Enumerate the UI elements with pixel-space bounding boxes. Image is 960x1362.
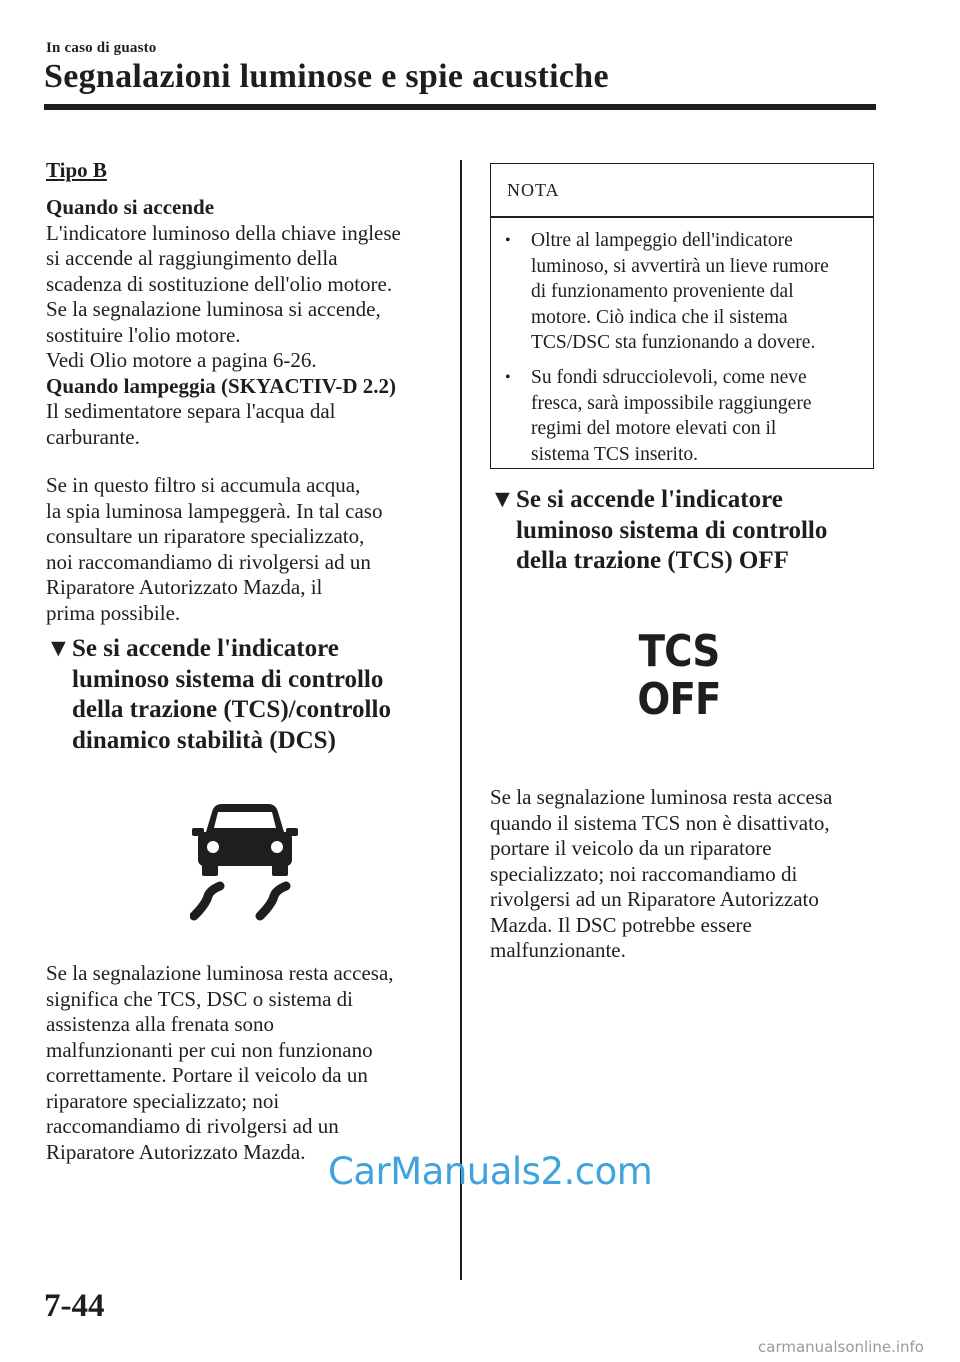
note-separator [491,216,873,218]
heading-tcs-dsc [46,634,446,756]
paragraph-tcs-off [490,785,880,964]
text-line: Se la segnalazione luminosa resta accesa [490,785,833,809]
text-line: Riparatore Autorizzato Mazda, il [46,575,323,599]
title-rule [44,104,876,110]
watermark: CarManuals2.com [328,1150,653,1193]
heading-line: della trazione (TCS)/controllo [72,696,391,723]
text-line: correttamente. Portare il veicolo da un [46,1063,368,1087]
text-line: TCS/DSC sta funzionando a dovere. [531,332,816,353]
text-line: luminoso, si avvertirà un lieve rumore [531,255,829,277]
text-line: quando il sistema TCS non è disattivato, [490,810,830,835]
bullet-icon: • [505,232,511,249]
text-line: consultare un riparatore specializzato, [46,524,365,548]
triangle-marker: ▼ [490,486,515,513]
skidding-car-icon [190,798,300,923]
section-label: In caso di guasto [46,40,157,56]
text-line: riparatore specializzato; noi [46,1088,280,1113]
tcs-icon-line2: OFF [637,674,721,725]
paragraph-tcs-malfunction [46,961,446,1165]
subtitle-tipo-b: Tipo B [46,158,107,182]
text-line: Il sedimentatore separa l'acqua dal [46,399,336,423]
text-line: carburante. [46,424,140,449]
page-number: 7-44 [44,1288,105,1324]
text-line: prima possibile. [46,600,181,625]
text-line: si accende al raggiungimento della [46,246,338,270]
text-line: Riparatore Autorizzato Mazda. [46,1139,306,1164]
column-divider [460,160,462,1280]
note-item [505,365,859,467]
text-line: noi raccomandiamo di rivolgersi ad un [46,549,371,574]
text-line: Oltre al lampeggio dell'indicatore [531,230,793,251]
text-line: di funzionamento proveniente dal [531,281,794,302]
triangle-marker: ▼ [46,635,71,662]
text-line: sostituire l'olio motore. [46,322,241,347]
tcs-icon-line1: TCS [638,626,720,677]
text-line: malfunzionanti per cui non funzionano [46,1037,373,1062]
paragraph-heading: Quando si accende [46,195,215,219]
note-box [490,163,874,469]
text-line: raccomandiamo di rivolgersi ad un [46,1114,339,1138]
text-line: assistenza alla frenata sono [46,1012,274,1036]
text-line: Se la segnalazione luminosa si accende, [46,297,381,321]
text-line: la spia luminosa lampeggerà. In tal caso [46,498,383,523]
heading-line: Se si accende l'indicatore [72,635,339,662]
heading-tcs-off [490,485,880,577]
text-line: sistema TCS inserito. [531,443,699,465]
text-line: malfunzionante. [490,938,626,962]
paragraph-water-filter [46,473,446,626]
text-line: regimi del motore elevati con il [531,418,777,439]
text-line: portare il veicolo da un riparatore [490,836,772,860]
paragraph-oil-change [46,195,446,450]
paragraph-heading: Quando lampeggia (SKYACTIV-D 2.2) [46,373,397,398]
tcs-off-icon [631,628,728,732]
heading-line: della trazione (TCS) OFF [516,547,789,574]
text-line: significa che TCS, DSC o sistema di [46,986,354,1011]
text-line: fresca, sarà impossibile raggiungere [531,392,812,414]
note-item [505,228,859,356]
text-line: Se la segnalazione luminosa resta accesa, [46,961,394,985]
page-title: Segnalazioni luminose e spie acustiche [44,58,609,95]
heading-line: luminoso sistema di controllo [516,516,828,544]
heading-line: dinamico stabilità (DCS) [72,726,336,754]
heading-line: Se si accende l'indicatore [516,486,783,513]
text-line: Vedi Olio motore a pagina 6-26. [46,348,317,372]
note-title: NOTA [507,180,560,200]
text-line: L'indicatore luminoso della chiave inglese [46,220,401,245]
footer-site-watermark: carmanualsonline.info [758,1338,924,1356]
text-line: motore. Ciò indica che il sistema [531,306,788,328]
text-line: rivolgersi ad un Riparatore Autorizzato [490,887,819,911]
bullet-icon: • [505,369,511,386]
text-line: specializzato; noi raccomandiamo di [490,861,798,886]
text-line: Mazda. Il DSC potrebbe essere [490,912,752,937]
text-line: scadenza di sostituzione dell'olio motore. [46,271,393,296]
text-line: Se in questo filtro si accumula acqua, [46,473,361,497]
text-line: Su fondi sdrucciolevoli, come neve [531,367,807,388]
heading-line: luminoso sistema di controllo [72,665,384,693]
